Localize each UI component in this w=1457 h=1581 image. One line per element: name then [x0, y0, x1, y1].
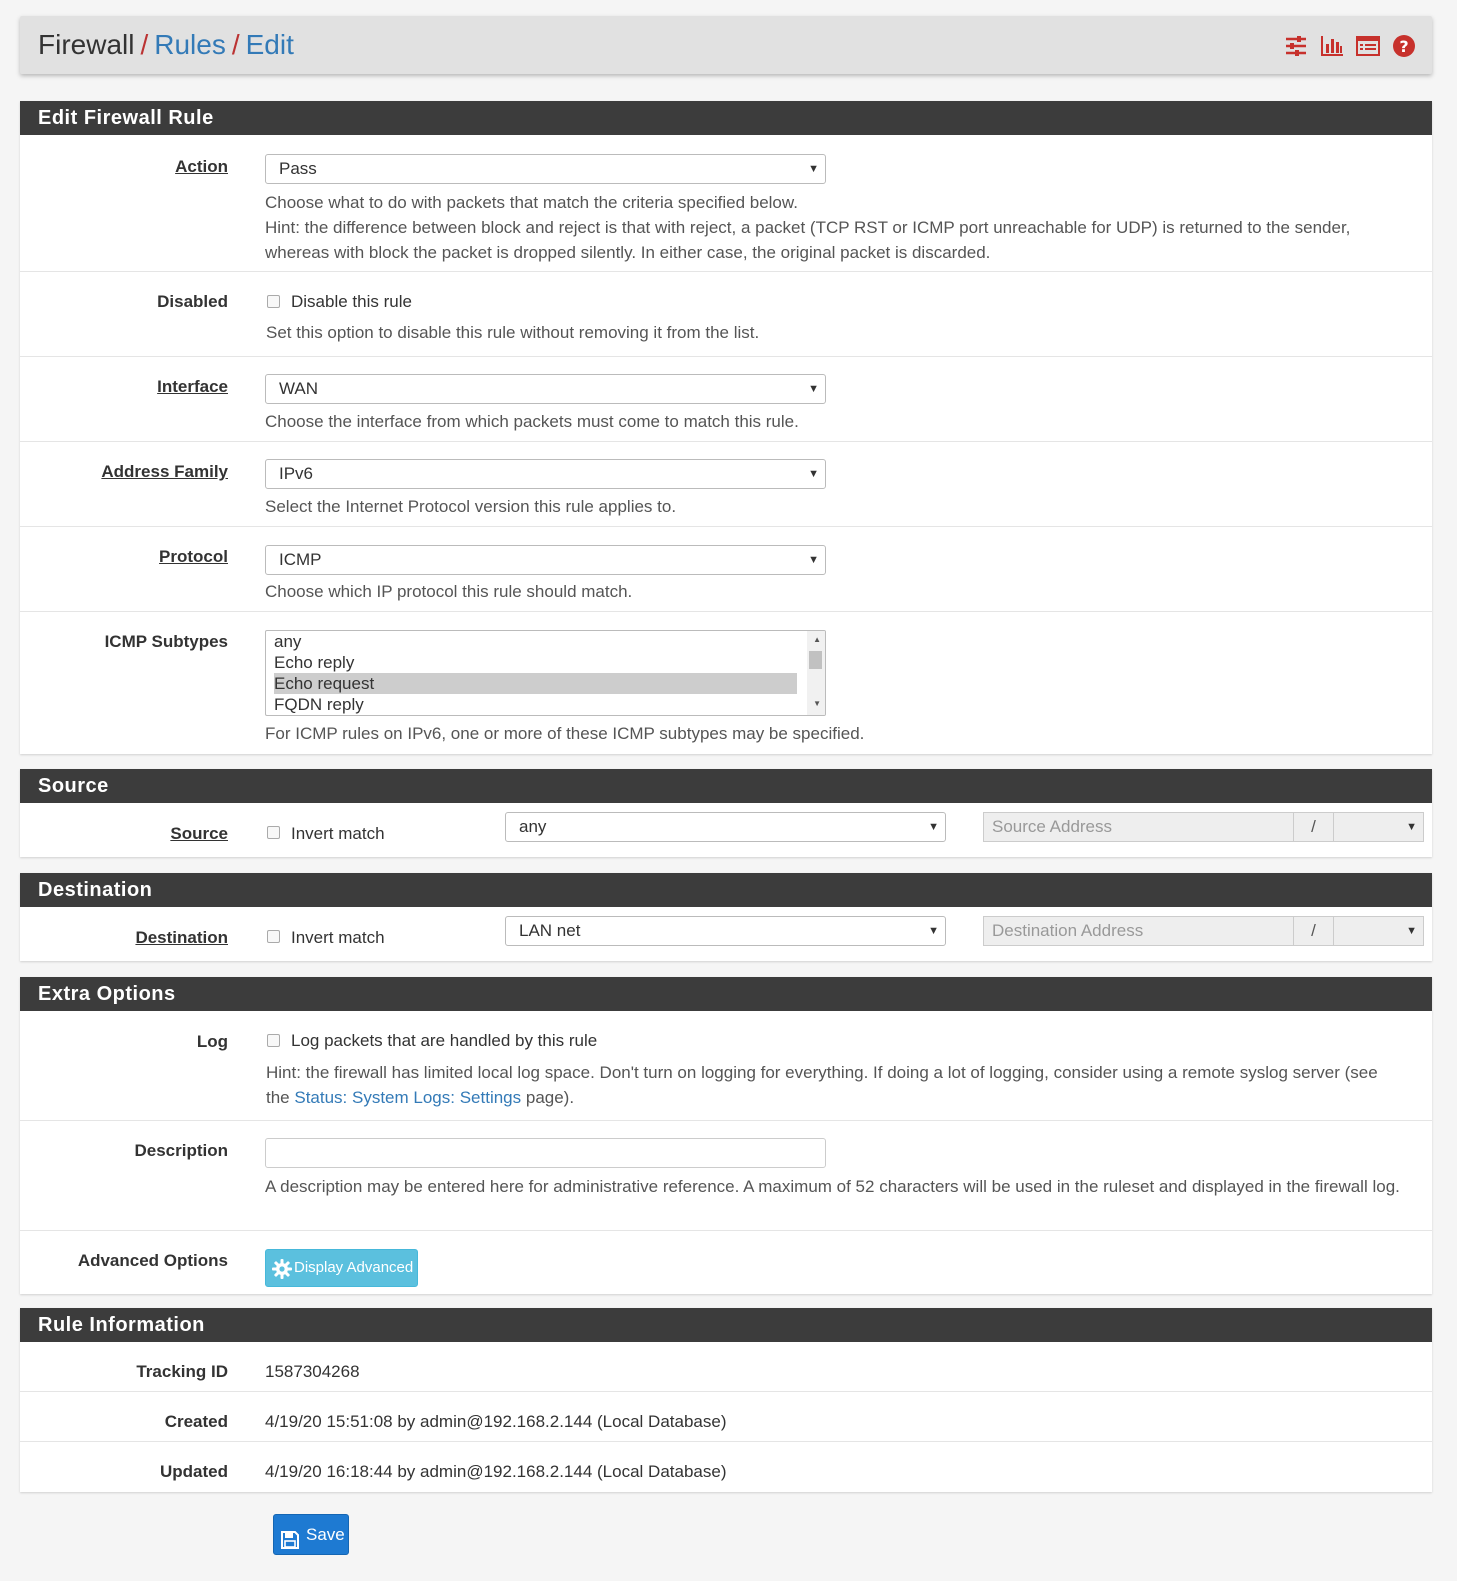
rule-information-panel: [20, 1308, 1432, 1492]
icmp-subtypes-help: For ICMP rules on IPv6, one or more of these ICMP subtypes may be specified.: [265, 724, 865, 743]
description-label: Description: [134, 1141, 228, 1160]
destination-address-input[interactable]: Destination Address: [983, 916, 1294, 946]
source-slash: /: [1293, 812, 1334, 842]
breadcrumb-separator: /: [231, 29, 240, 60]
interface-select[interactable]: [265, 374, 826, 404]
destination-panel: [20, 873, 1432, 961]
save-icon: [280, 1525, 300, 1545]
tracking-id-row: [20, 1342, 1432, 1392]
header-icons: [1284, 34, 1416, 58]
list-icon[interactable]: [1356, 34, 1380, 58]
source-mask-select[interactable]: [1333, 812, 1424, 842]
chevron-down-icon: ▼: [808, 383, 819, 395]
source-invert-checkbox[interactable]: [267, 826, 280, 839]
action-label[interactable]: Action: [175, 157, 228, 176]
action-select[interactable]: [265, 154, 826, 184]
chevron-down-icon: ▼: [808, 163, 819, 175]
chevron-down-icon: ▼: [808, 554, 819, 566]
action-hint: Hint: the difference between block and reject is that with reject, a packet (TCP RST or ICMP port unreachable for UDP) is returned to the sender, whereas with block the packet is dropped silently. In either case, the original packet is discarded.: [265, 218, 1351, 262]
destination-slash: /: [1293, 916, 1334, 946]
source-address-input[interactable]: Source Address: [983, 812, 1294, 842]
list-item-selected[interactable]: Echo request: [274, 673, 797, 694]
save-label: Save: [306, 1525, 345, 1544]
source-type-value: any: [519, 817, 547, 836]
panel-heading: Destination: [20, 873, 1432, 907]
source-type-select[interactable]: [505, 812, 946, 842]
protocol-row: [20, 527, 1432, 612]
interface-help: Choose the interface from which packets must come to match this rule.: [265, 412, 799, 431]
action-row: [20, 135, 1432, 272]
destination-row: [20, 907, 1432, 961]
source-invert-text: Invert match: [291, 824, 385, 843]
address-family-select[interactable]: [265, 459, 826, 489]
updated-row: [20, 1442, 1432, 1492]
log-checkbox[interactable]: [267, 1034, 280, 1047]
interface-row: [20, 357, 1432, 442]
breadcrumb: [38, 28, 294, 62]
disabled-row: [20, 272, 1432, 357]
created-label: Created: [164, 1412, 228, 1431]
system-logs-settings-link[interactable]: Status: System Logs: Settings: [294, 1088, 522, 1107]
destination-type-value: LAN net: [519, 921, 581, 940]
gear-icon: [272, 1257, 292, 1277]
protocol-label[interactable]: Protocol: [159, 547, 228, 566]
breadcrumb-bar: [20, 16, 1432, 74]
address-family-row: [20, 442, 1432, 527]
description-help: A description may be entered here for administrative reference. A maximum of 52 characters will be used in the ruleset and displayed in the firewall log.: [265, 1177, 1400, 1196]
interface-label[interactable]: Interface: [157, 377, 228, 396]
chevron-down-icon: ▼: [928, 821, 939, 833]
protocol-select[interactable]: [265, 545, 826, 575]
disable-rule-text: Disable this rule: [291, 292, 412, 311]
scrollbar[interactable]: [807, 631, 825, 715]
panel-heading: Rule Information: [20, 1308, 1432, 1342]
tracking-id-value: 1587304268: [265, 1362, 360, 1381]
list-item[interactable]: Echo reply: [274, 653, 355, 672]
icmp-subtypes-label: ICMP Subtypes: [104, 632, 228, 651]
description-row: [20, 1121, 1432, 1231]
display-advanced-button[interactable]: [265, 1249, 418, 1287]
updated-value: 4/19/20 16:18:44 by admin@192.168.2.144 (Local Database): [265, 1462, 727, 1481]
list-item[interactable]: FQDN reply: [274, 695, 364, 714]
created-row: [20, 1392, 1432, 1442]
log-help-text-end: page).: [521, 1088, 575, 1107]
action-help: Choose what to do with packets that match the criteria specified below.: [265, 193, 798, 212]
protocol-value: ICMP: [279, 550, 322, 569]
display-advanced-label: Display Advanced: [294, 1259, 414, 1276]
description-input[interactable]: [265, 1138, 826, 1168]
address-family-label[interactable]: Address Family: [101, 462, 228, 481]
breadcrumb-rules-link[interactable]: Rules: [154, 29, 226, 60]
destination-label[interactable]: Destination: [135, 928, 228, 947]
action-value: Pass: [279, 159, 317, 178]
bar-chart-icon[interactable]: [1320, 34, 1344, 58]
tracking-id-label: Tracking ID: [136, 1362, 228, 1381]
log-help: [266, 1060, 1406, 1110]
source-label[interactable]: Source: [170, 824, 228, 843]
address-family-value: IPv6: [279, 464, 314, 483]
chevron-down-icon: ▼: [808, 468, 819, 480]
disabled-help: Set this option to disable this rule without removing it from the list.: [266, 323, 760, 342]
extra-options-panel: [20, 977, 1432, 1294]
icmp-subtypes-row: [20, 612, 1432, 753]
destination-invert-checkbox[interactable]: [267, 930, 280, 943]
breadcrumb-firewall: Firewall: [38, 29, 135, 60]
created-value: 4/19/20 15:51:08 by admin@192.168.2.144 (Local Database): [265, 1412, 727, 1431]
scroll-up-icon[interactable]: ▲: [813, 635, 821, 644]
disabled-label: Disabled: [157, 292, 228, 311]
log-help-text: Hint: the firewall has limited local log space. Don't turn on logging for everything. If doing a lot of logging, consider using a remote syslog server (see the: [266, 1063, 1378, 1107]
svg-text:?: ?: [1399, 37, 1409, 56]
chevron-down-icon: ▼: [1406, 925, 1417, 937]
log-row: [20, 1011, 1432, 1121]
edit-rule-panel: [20, 101, 1432, 754]
log-label: Log: [196, 1032, 228, 1051]
panel-heading: Extra Options: [20, 977, 1432, 1011]
help-icon[interactable]: [1392, 34, 1416, 58]
advanced-options-row: [20, 1231, 1432, 1294]
destination-invert-text: Invert match: [291, 928, 385, 947]
protocol-help: Choose which IP protocol this rule should match.: [265, 582, 633, 601]
chevron-down-icon: ▼: [928, 925, 939, 937]
breadcrumb-edit-link[interactable]: Edit: [245, 29, 294, 60]
scrollbar-thumb[interactable]: [809, 651, 822, 669]
source-row: [20, 803, 1432, 857]
destination-type-select[interactable]: [505, 916, 946, 946]
panel-heading: Edit Firewall Rule: [20, 101, 1432, 135]
scroll-down-icon[interactable]: ▼: [813, 699, 821, 708]
panel-heading: Source: [20, 769, 1432, 803]
destination-mask-select[interactable]: [1333, 916, 1424, 946]
chevron-down-icon: ▼: [1406, 821, 1417, 833]
icmp-subtypes-listbox[interactable]: [265, 630, 826, 716]
save-button[interactable]: [273, 1514, 349, 1555]
breadcrumb-separator: /: [140, 29, 149, 60]
updated-label: Updated: [160, 1462, 228, 1481]
disable-rule-checkbox[interactable]: [267, 295, 280, 308]
advanced-options-label: Advanced Options: [77, 1251, 228, 1270]
address-family-help: Select the Internet Protocol version this rule applies to.: [265, 497, 677, 516]
source-panel: [20, 769, 1432, 857]
log-checkbox-text: Log packets that are handled by this rule: [291, 1031, 598, 1050]
interface-value: WAN: [279, 379, 319, 398]
sliders-icon[interactable]: [1284, 34, 1308, 58]
list-item[interactable]: any: [274, 632, 302, 651]
